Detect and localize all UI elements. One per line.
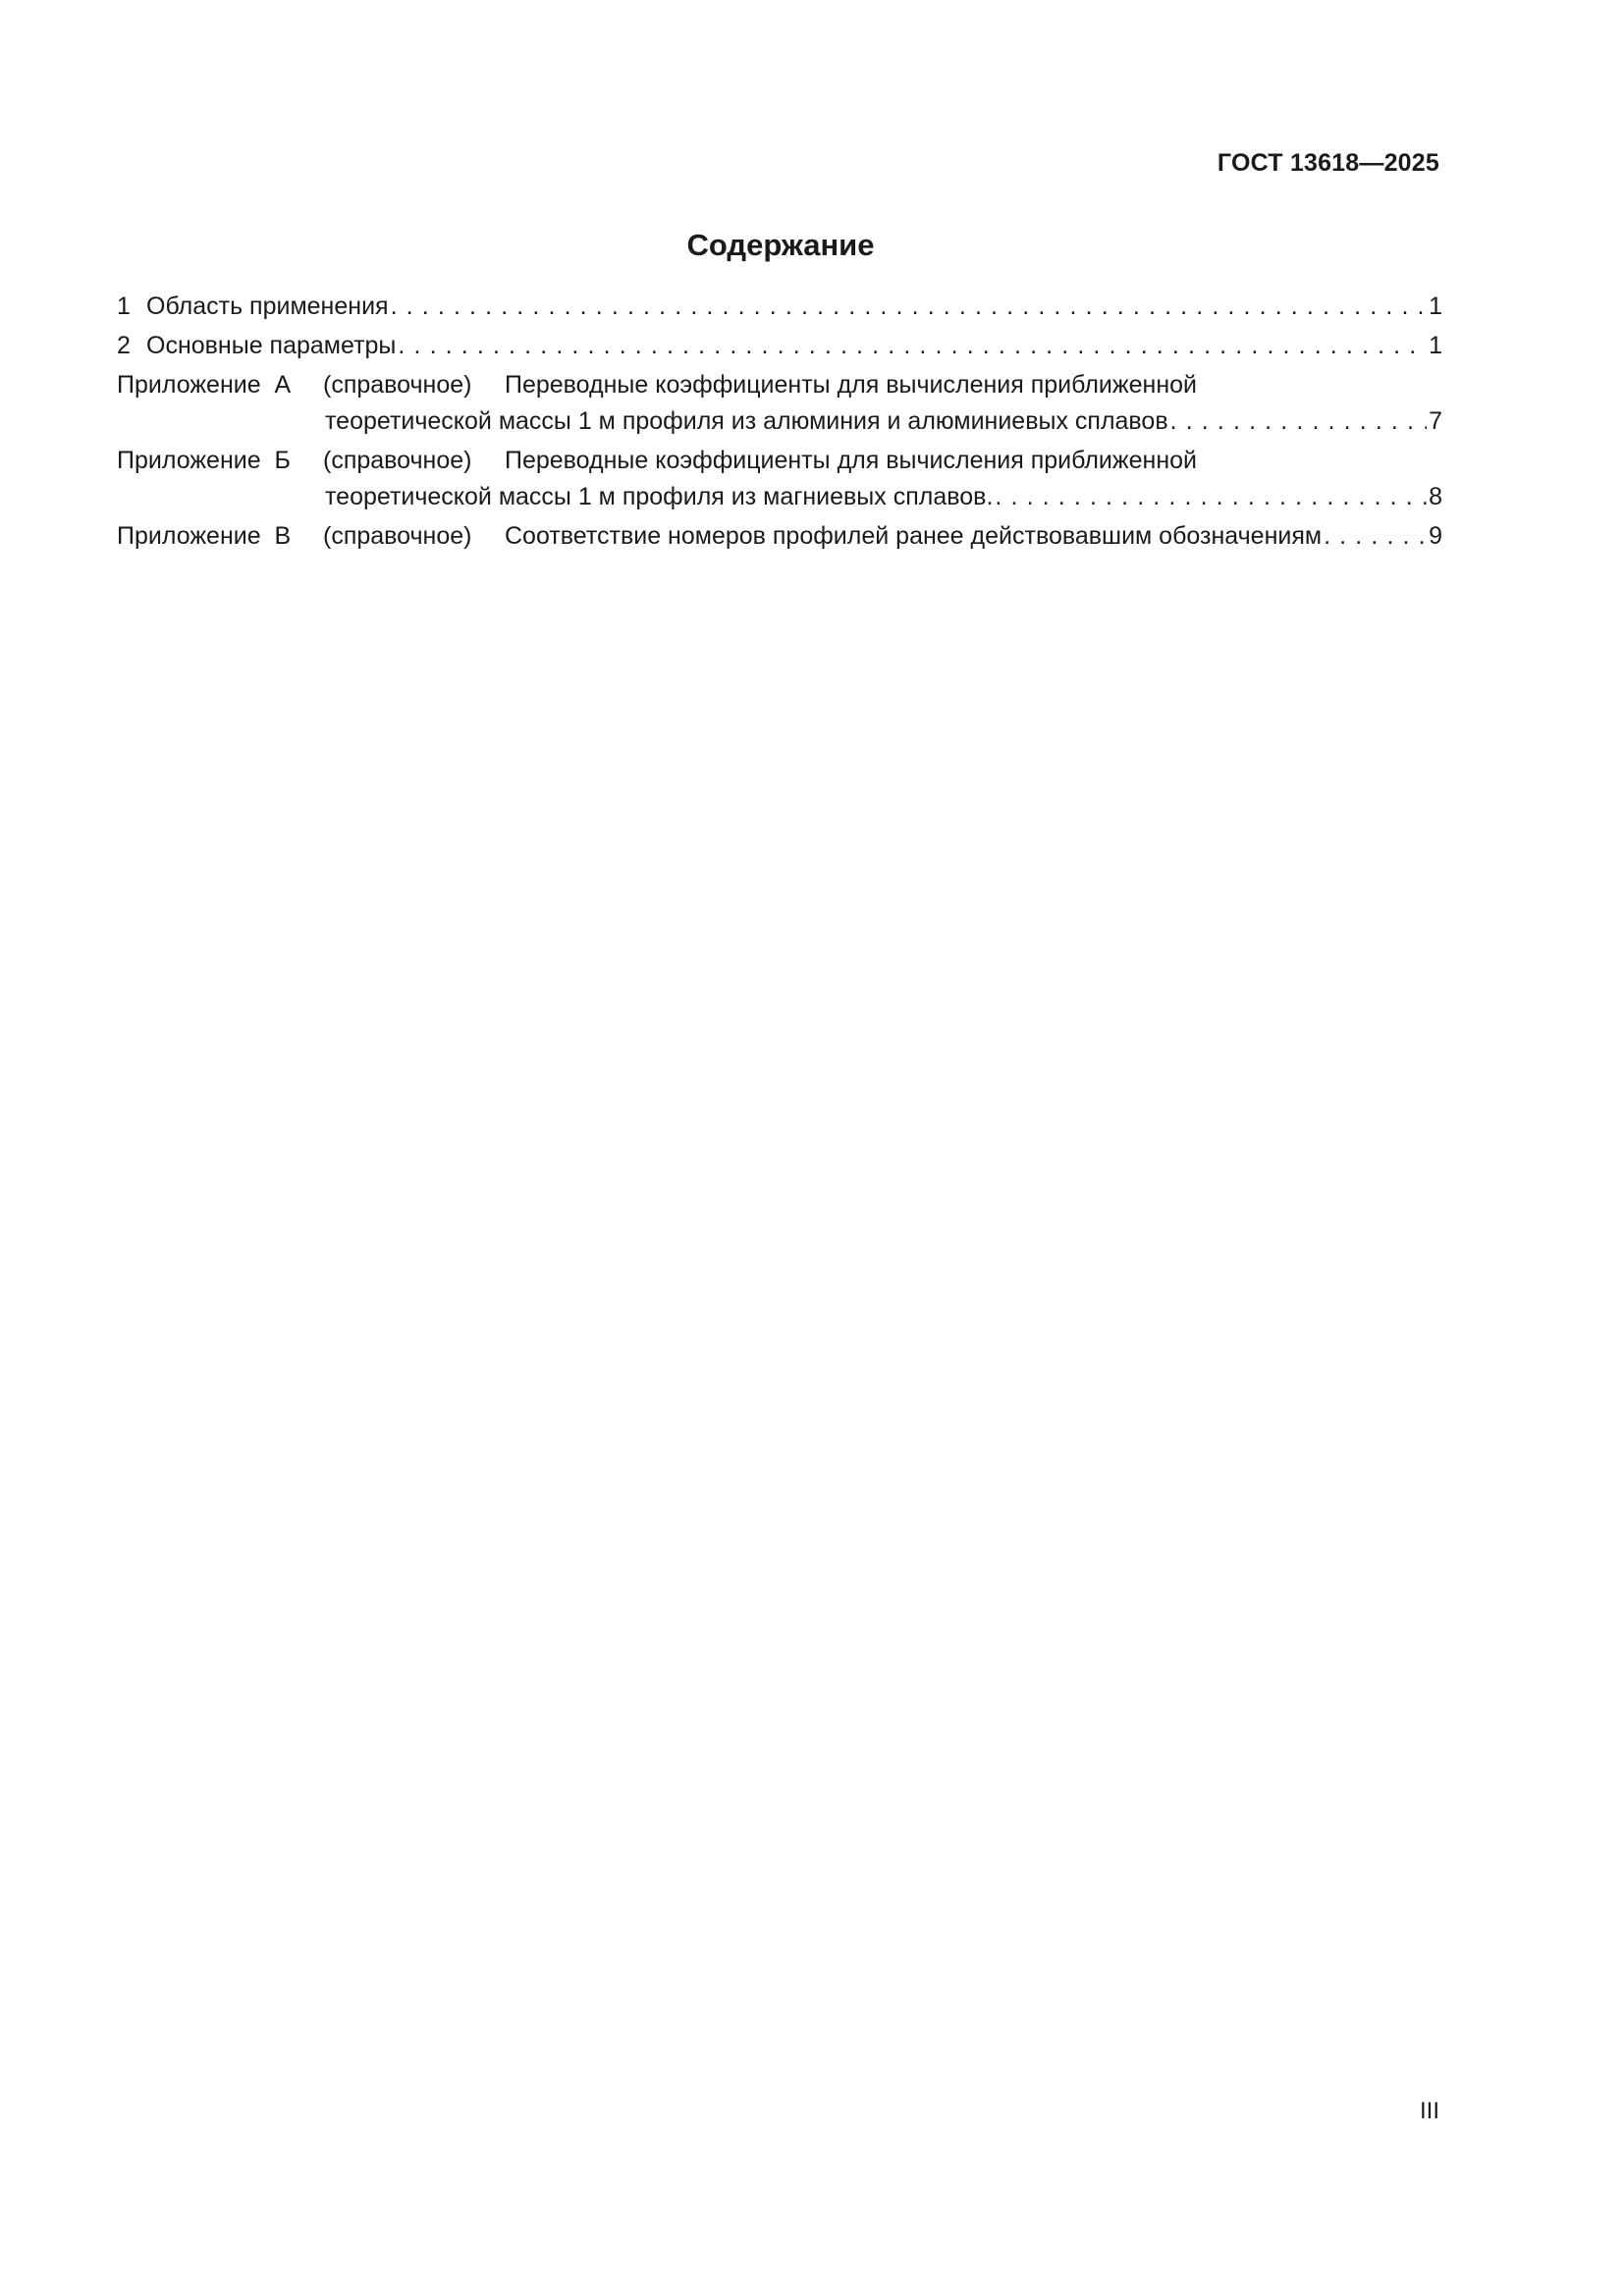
dot-leader [1324, 518, 1427, 555]
toc-entry-page: 1 [1429, 293, 1442, 320]
appendix-title-line2: теоретической массы 1 м профиля из магниевых сплавов. [325, 483, 994, 510]
toc-entry-appendix-v[interactable] [117, 518, 1442, 555]
toc-entry-page: 1 [1429, 332, 1442, 359]
appendix-type: (справочное) [323, 447, 472, 474]
appendix-label: Приложение Б [117, 447, 291, 474]
dot-leader [995, 479, 1427, 515]
appendix-title-line1: Соответствие номеров профилей ранее действовавшим обозначениям [505, 522, 1323, 550]
appendix-type: (справочное) [323, 371, 472, 399]
appendix-label: Приложение А [117, 371, 292, 399]
dot-leader [1170, 403, 1427, 440]
toc-entry-text: Основные параметры [146, 332, 397, 359]
toc-entry-2[interactable] [117, 328, 1442, 364]
toc-title: Содержание [686, 228, 875, 262]
dot-leader [398, 328, 1427, 364]
toc-entry-number: 2 [117, 332, 131, 359]
appendix-type: (справочное) [323, 522, 472, 550]
toc-entry-page: 7 [1429, 407, 1442, 435]
appendix-title-line2: теоретической массы 1 м профиля из алюминия и алюминиевых сплавов [325, 407, 1168, 435]
appendix-title-line1: Переводные коэффициенты для вычисления приближенной [505, 447, 1197, 474]
page-number: III [1419, 2098, 1439, 2124]
document-id: ГОСТ 13618—2025 [1217, 149, 1439, 177]
toc-entry-number: 1 [117, 293, 131, 320]
toc-entry-page: 9 [1429, 522, 1442, 550]
toc-entry-text: Область применения [146, 293, 389, 320]
toc-entry-page: 8 [1429, 483, 1442, 510]
appendix-title-line1: Переводные коэффициенты для вычисления приближенной [505, 371, 1197, 399]
dot-leader [391, 289, 1428, 325]
toc-entry-1[interactable] [117, 289, 1442, 325]
appendix-label: Приложение В [117, 522, 292, 550]
table-of-contents [117, 289, 1442, 558]
toc-entry-appendix-a[interactable] [117, 367, 1442, 440]
toc-entry-appendix-b[interactable] [117, 443, 1442, 515]
